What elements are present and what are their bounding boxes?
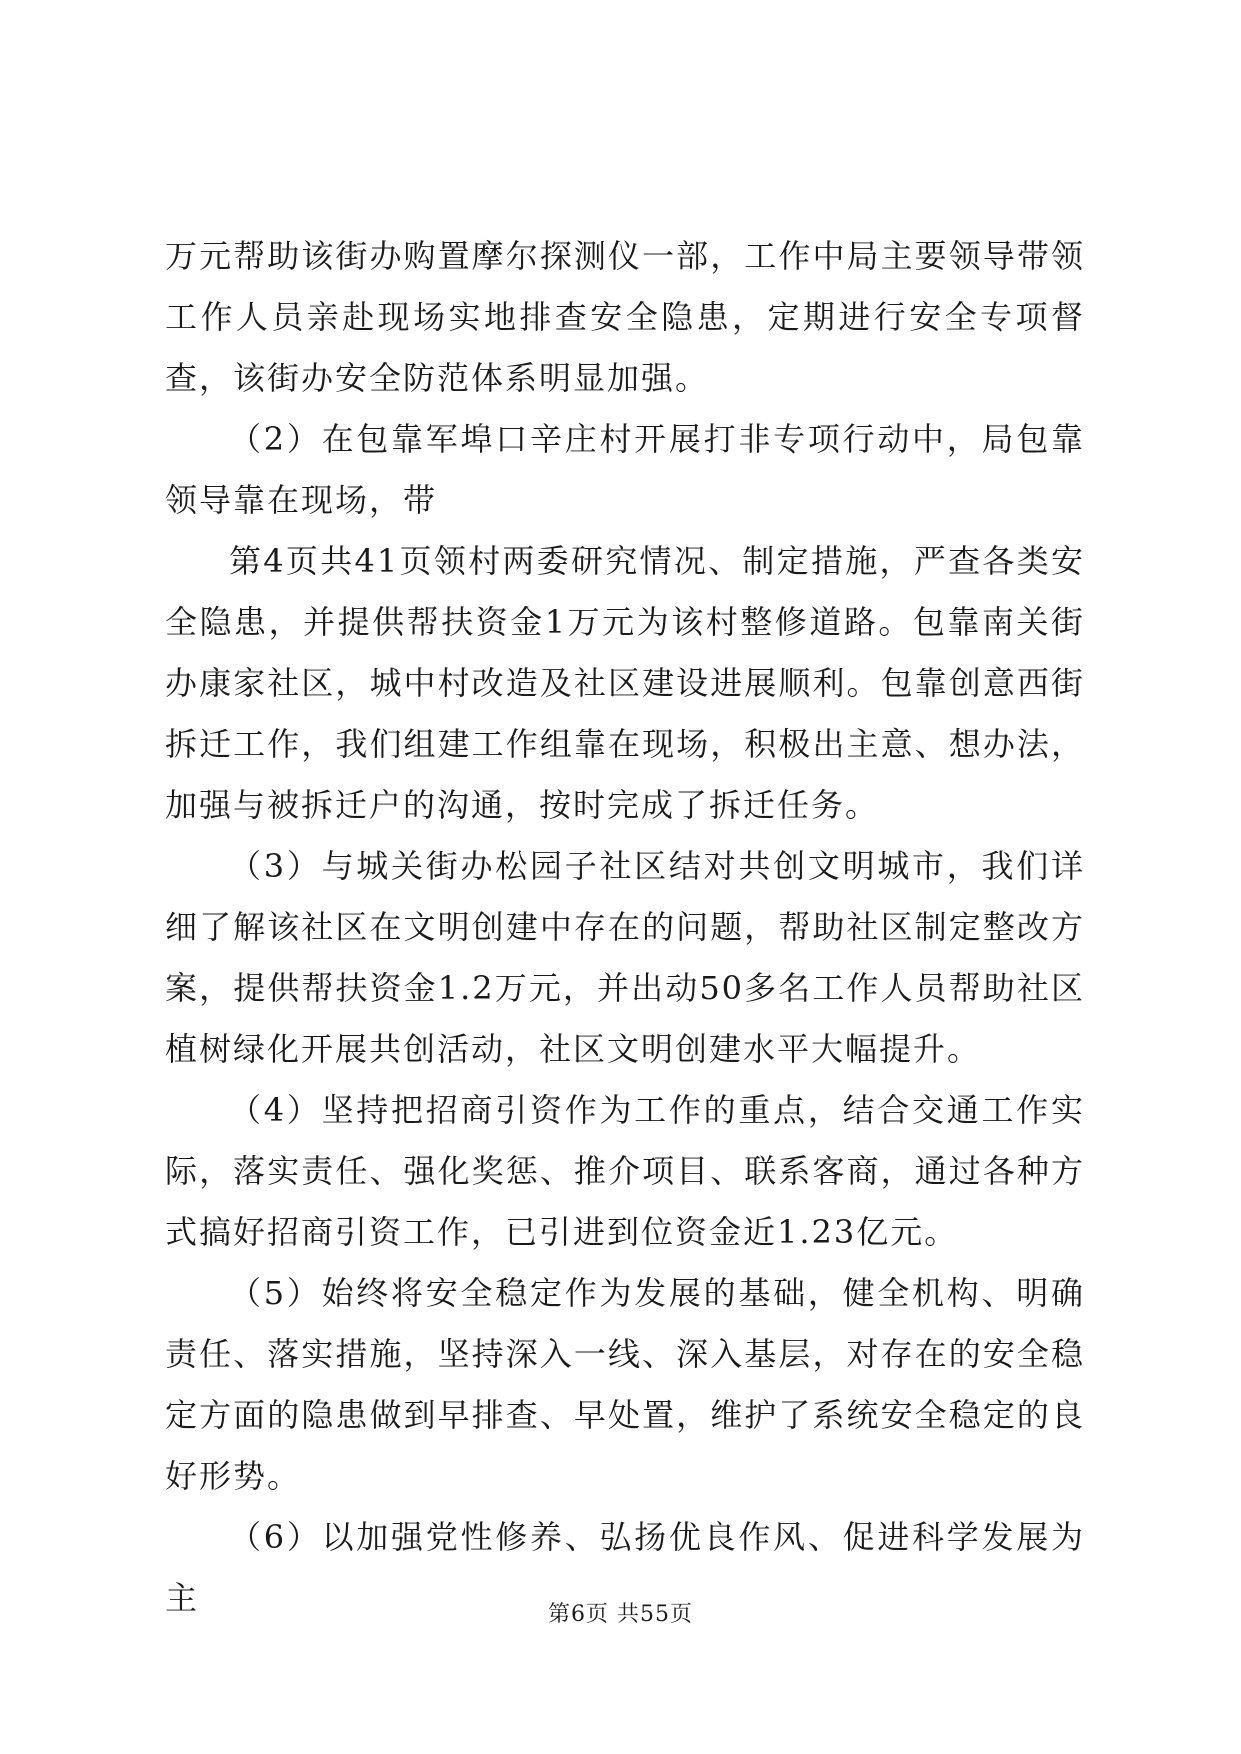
paragraph-6: （5）始终将安全稳定作为发展的基础，健全机构、明确责任、落实措施，坚持深入一线、深入基层，对存在的安全稳定方面的隐患做到早排查、早处置，维护了系统安全稳定的良好形势。 — [165, 1274, 1085, 1495]
paragraph-2: （2）在包靠军埠口辛庄村开展打非专项行动中，局包靠领导靠在现场，带 — [165, 420, 1085, 519]
document-body — [165, 226, 1085, 1629]
paragraph-1: 万元帮助该街办购置摩尔探测仪一部，工作中局主要领导带领工作人员亲赴现场实地排查安全隐患，定期进行安全专项督查，该街办安全防范体系明显加强。 — [165, 237, 1085, 397]
paragraph-5: （4）坚持把招商引资作为工作的重点，结合交通工作实际，落实责任、强化奖惩、推介项目、联系客商，通过各种方式搞好招商引资工作，已引进到位资金近1.23亿元。 — [165, 1091, 1085, 1251]
paragraph-7: （6）以加强党性修养、弘扬优良作风、促进科学发展为主 — [165, 1518, 1085, 1617]
paragraph-3: 第4页共41页领村两委研究情况、制定措施，严查各类安全隐患，并提供帮扶资金1万元为该村整修道路。包靠南关街办康家社区，城中村改造及社区建设进展顺利。包靠创意西街拆迁工作，我们组建工作组靠在现场，积极出主意、想办法，加强与被拆迁户的沟通，按时完成了拆迁任务。 — [165, 542, 1085, 824]
page-footer: 第6页 共55页 — [548, 1602, 693, 1627]
paragraph-4: （3）与城关街办松园子社区结对共创文明城市，我们详细了解该社区在文明创建中存在的问题，帮助社区制定整改方案，提供帮扶资金1.2万元，并出动50多名工作人员帮助社区植树绿化开展共创活动，社区文明创建水平大幅提升。 — [165, 847, 1085, 1068]
